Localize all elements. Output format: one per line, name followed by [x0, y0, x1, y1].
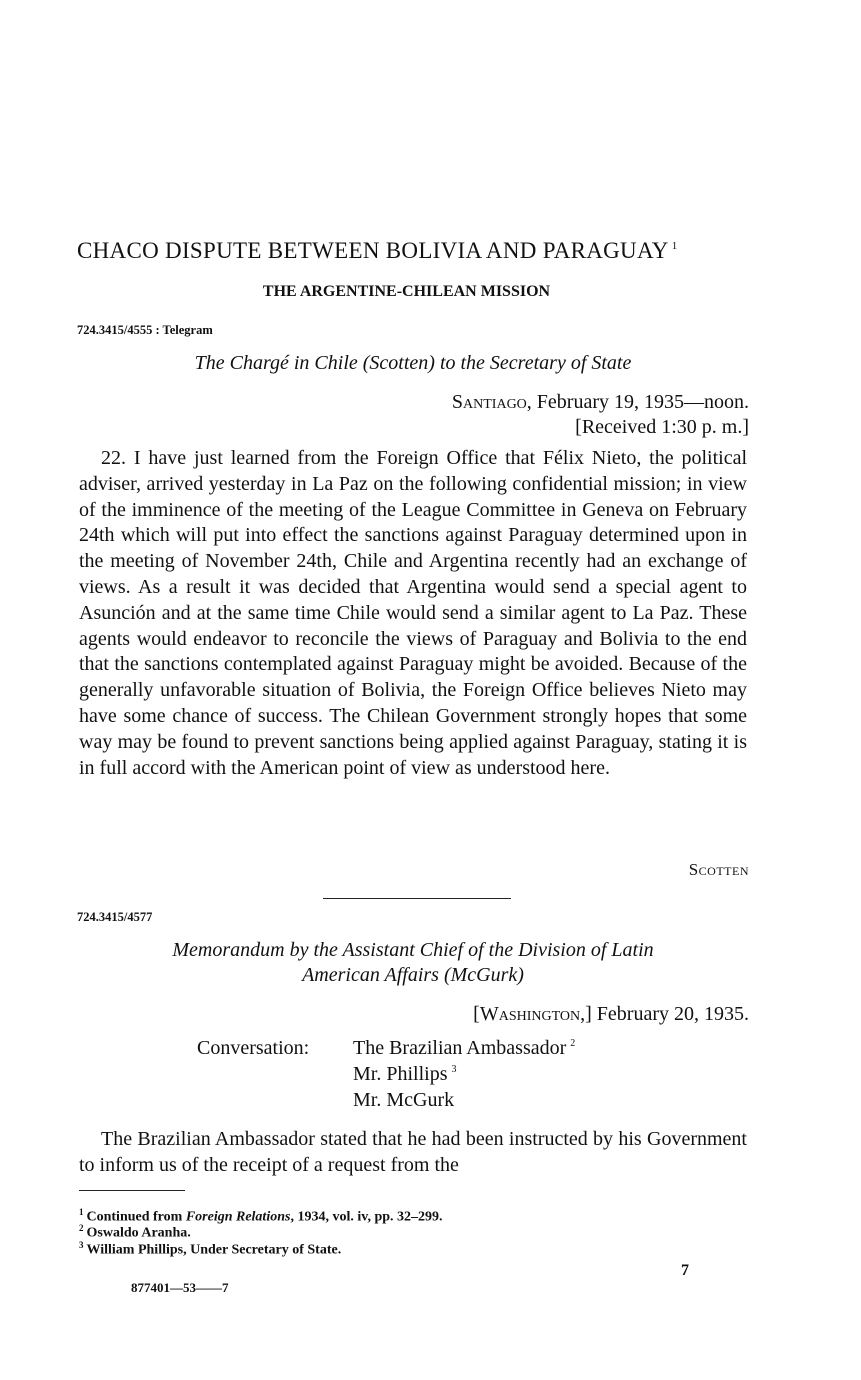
conversation-label: Conversation:	[197, 1037, 310, 1059]
file-reference: 724.3415/4577	[77, 910, 153, 924]
dateline-date: ,] February 20, 1935.	[580, 1003, 749, 1025]
memorandum-heading-line-1: Memorandum by the Assistant Chief of the Division of Latin	[172, 939, 654, 961]
telegram-body: 22. I have just learned from the Foreign Office that Félix Nieto, the political adviser, arrived yesterday in La Paz on the following confidential mission; in view of the imminence of the meeting of the League Committee in Geneva on February 24th which will put into effect the sanctions against Paraguay determined upon in the meeting of November 24th, Chile and Argentina recently had an exchange of views. As a result it was decided that Argentina would send a special agent to Asunción and at the same time Chile would send a similar agent to La Paz. These agents would endeavor to reconcile the views of Paraguay and Bolivia to the end that the sanctions contemplated against Paraguay might be avoided. Because of the generally unfavorable situation of Bolivia, the Foreign Office believes Nieto may have some chance of success. The Chilean Government strongly hopes that some way may be found to prevent sanctions being applied against Paraguay, stating it is in full accord with the American point of view as understood here.	[79, 447, 747, 779]
section-divider	[323, 898, 511, 899]
dateline-date: , February 19, 1935—noon.	[526, 391, 749, 413]
footnote-mark: 2	[570, 1038, 576, 1050]
footnote-mark: 3	[79, 1240, 84, 1250]
footnote-mark: 2	[79, 1223, 84, 1233]
signature: Scotten	[688, 860, 749, 879]
footnote	[79, 1223, 191, 1242]
footnote-mark: 1	[79, 1207, 84, 1217]
participant	[353, 1037, 575, 1060]
participant-name: The Brazilian Ambassador	[353, 1037, 567, 1059]
dateline-bracket: [	[473, 1003, 480, 1025]
file-reference: 724.3415/4555 : Telegram	[77, 323, 213, 337]
participant-name: Mr. Phillips	[353, 1063, 448, 1085]
page-number: 7	[681, 1262, 689, 1279]
footnote-text: Continued from	[86, 1209, 186, 1225]
page-title	[77, 238, 678, 264]
section-heading: THE ARGENTINE-CHILEAN MISSION	[262, 283, 551, 300]
footnote	[79, 1240, 341, 1259]
memorandum-body: The Brazilian Ambassador stated that he had been instructed by his Government to inform us of the receipt of a request from the	[79, 1128, 747, 1176]
participant	[353, 1089, 454, 1112]
print-code: 877401—53——7	[131, 1280, 229, 1295]
footnote-text: William Phillips, Under Secretary of State.	[86, 1242, 342, 1258]
participant	[353, 1063, 456, 1086]
dateline	[452, 391, 749, 414]
received-line: [Received 1:30 p. m.]	[575, 416, 749, 438]
dateline-place: Washington	[479, 1003, 581, 1025]
dateline-place: Santiago	[451, 391, 527, 413]
page-title-text: CHACO DISPUTE BETWEEN BOLIVIA AND PARAGUAY	[77, 238, 669, 263]
footnote-italic-title: Foreign Relations	[185, 1209, 291, 1225]
footnote-text-end: , 1934, vol. iv, pp. 32–299.	[290, 1209, 443, 1225]
dateline	[473, 1003, 749, 1026]
memorandum-heading-line-2: American Affairs (McGurk)	[302, 964, 524, 986]
participant-name: Mr. McGurk	[353, 1089, 455, 1111]
title-footnote-mark: 1	[671, 240, 678, 253]
document-heading: The Chargé in Chile (Scotten) to the Secretary of State	[194, 352, 632, 374]
footnote-mark: 3	[451, 1064, 457, 1076]
footnote-rule	[79, 1190, 185, 1191]
footnote-text: Oswaldo Aranha.	[86, 1225, 191, 1241]
